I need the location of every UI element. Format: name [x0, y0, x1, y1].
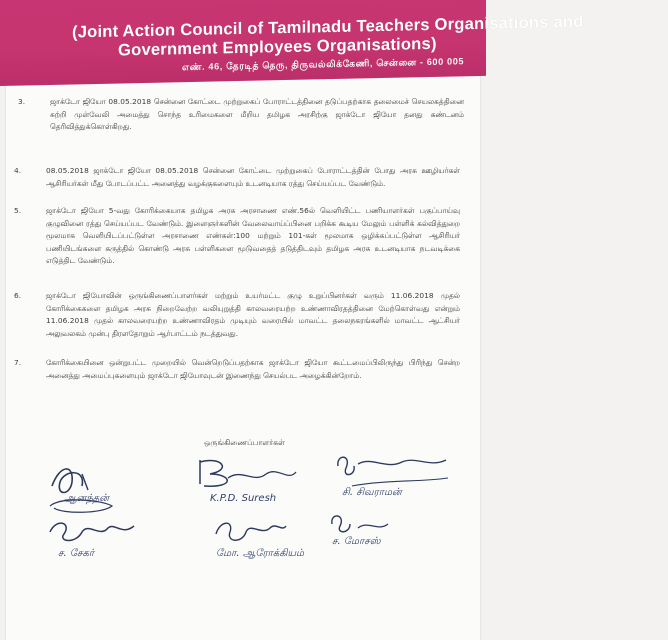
paragraph-text: ஜாக்டோ ஜியோ 08.05.2018 சென்னை கோட்டை முற்றுகைப் போராட்டத்தினை தடுப்பதற்காக தலைமைச் செயலகத்தினை சுற்றி முள்வேலி அமைத்து சொந்த உரிமைகளை மீறிய தமிழக அரசிற்கு ஜாக்டோ ஜியோ தனது கண்டனம் தெரிவித்துக்கொள்கிறது. [50, 97, 464, 132]
document-page [6, 0, 584, 640]
paragraph-text: கோரிக்கையினை ஒன்றுபட்ட முறையில் வென்றெடுப்பதற்காக ஜாக்டோ ஜியோ கூட்டமைப்பிலிருந்து பிரிந்து சென்ற அனைத்து அமைப்புகளையும் ஜாக்டோ ஜியோவுடன் இணைந்து செயல்பட அழைக்கின்றோம். [46, 358, 460, 380]
paragraph-6 [14, 290, 460, 340]
letterhead-address: எண். 46, தேரடித் தெரு, திருவல்லிக்கேணி, சென்னை - 600 005 [182, 56, 465, 73]
paragraph-number: 5. [14, 206, 22, 215]
signers-heading: ஒருங்கிணைப்பாளர்கள் [204, 438, 285, 447]
paragraph-5 [14, 205, 460, 268]
signature-1-name: ஆனந்தன் [64, 493, 109, 504]
paragraph-text: ஜாக்டோ ஜியோ 5-வது கோரிக்கையாக தமிழக அரசு அரசாணை எண்.56ல் வெளியிட்ட பணியாளர்கள் பகுப்பாய்வு குழுவினை ரத்து செய்யப்பட வேண்டும். இளைஞர்களின் வேலைவாய்ப்பினை பறிக்க கூடிய மேலும் பள்ளிக் கல்வித்துறை மூலமாக வெளியிடப்பட்டுள்ள அரசாணை எண்கள்:100 மற்றும் 101-கள் மூலமாக ஒழிக்கப்பட்டுள்ள ஆசிரியர் பணியிடங்களை கருத்தில் கொண்டு அரசு பள்ளிகளை மூடுவதைத் தடுத்திடவும் தமிழக அரசு உடனடியாக நடவடிக்கை எடுத்திட வேண்டும். [46, 206, 460, 266]
paragraph-number: 3. [18, 97, 26, 106]
letterhead-banner [0, 0, 584, 86]
signature-3-name: சி. சிவராமன் [342, 487, 402, 498]
paragraph-text: ஜாக்டோ ஜியோவின் ஒருங்கிணைப்பாளர்கள் மற்றும் உயர்மட்ட குழு உறுப்பினர்கள் வரும் 11.06.2018 முதல் கோரிக்கைகளை தமிழக அரசு நிறைவேற்ற வலியுறுத்தி காலவரையற்ற உண்ணாவிரதத்தினை மேற்கொள்வது என்றும் 11.06.2018 முதல் காலவரையற்ற உண்ணாவிரதம் முடியும் வரையில் மாவட்ட தலைநகரங்களில் மாவட்ட ஆட்சியர் அலுவலகம் முன்பு திரளதோறும் ஆர்பாட்டம் நடத்துவது. [46, 291, 460, 338]
paragraph-7 [14, 357, 460, 382]
paragraph-text: 08.05.2018 ஜாக்டோ ஜியோ 08.05.2018 சென்னை கோட்டை முற்றுகைப் போராட்டத்தின் போது அரசு ஊழியர்கள் ஆசிரியர்கள் மீது போடப்பட்ட அனைத்து வழக்குகளையும் உடனடியாக ரத்து செய்யப்பட வேண்டும். [46, 166, 460, 188]
paragraph-number: 6. [14, 291, 22, 300]
signature-2-name: K.P.D. Suresh [210, 493, 277, 504]
paragraph-3 [18, 96, 464, 134]
signature-5-name: மோ. ஆரோக்கியம் [216, 548, 305, 559]
signature-1 [42, 456, 132, 516]
signature-2 [192, 454, 302, 494]
paragraph-number: 7. [14, 358, 22, 367]
paragraph-4 [14, 165, 460, 190]
signature-4-name: ச. சேகர் [58, 548, 95, 559]
signature-scribble-icon [42, 456, 132, 516]
signature-scribble-icon [192, 454, 302, 494]
letterhead-title-line1: (Joint Action Council of Tamilnadu Teachers Organisations and [72, 11, 584, 42]
signature-6-name: ச. மோசஸ் [332, 536, 381, 547]
signature-3 [332, 452, 452, 492]
signature-scribble-icon [332, 452, 452, 492]
paragraph-number: 4. [14, 166, 22, 175]
letterhead-title-line2: Government Employees Organisations) [118, 33, 437, 60]
